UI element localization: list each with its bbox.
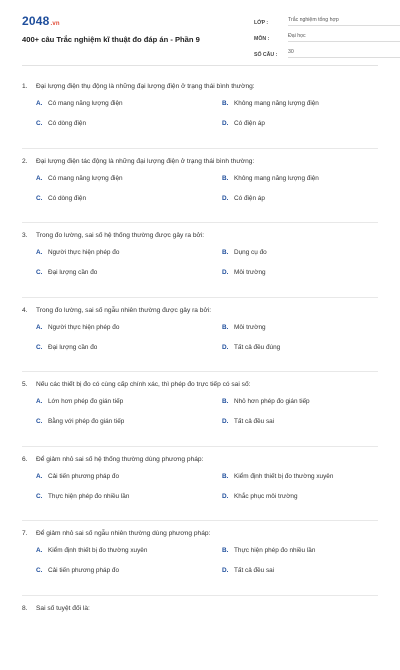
- answer-options: [22, 473, 378, 513]
- answer-text: Tất cả đều sai: [234, 567, 274, 587]
- answer-text: Môi trường: [234, 324, 266, 344]
- answer-option[interactable]: [36, 567, 206, 587]
- question-item: [22, 521, 378, 596]
- answer-text: Kiểm định thiết bị đo thường xuyên: [48, 547, 147, 567]
- answer-letter: D.: [222, 418, 234, 438]
- answer-text: Có dòng điện: [48, 120, 86, 140]
- answer-letter: B.: [222, 547, 234, 567]
- answer-option[interactable]: [36, 473, 206, 493]
- answer-text: Lớn hơn phép đo gián tiếp: [48, 398, 123, 418]
- document-title: 400+ câu Trắc nghiệm kĩ thuật đo đáp án - Phần 9: [22, 35, 200, 44]
- site-logo[interactable]: [22, 14, 60, 28]
- answer-option[interactable]: [222, 195, 392, 215]
- question-prompt: Nếu các thiết bị đo có cùng cấp chính xác, thì phép đo trực tiếp có sai số:: [36, 381, 250, 388]
- question-text: [22, 605, 378, 612]
- answer-text: Cải tiến phương pháp đo: [48, 567, 119, 587]
- meta-label: LỚP :: [254, 20, 284, 26]
- document-header: [22, 0, 378, 66]
- answer-option[interactable]: [222, 120, 392, 140]
- question-number: 6.: [22, 456, 36, 463]
- answer-letter: B.: [222, 473, 234, 493]
- question-item: [22, 596, 378, 670]
- answer-letter: B.: [222, 175, 234, 195]
- question-prompt: Trong đo lường, sai số hệ thống thường được gây ra bởi:: [36, 232, 204, 239]
- question-list: [22, 74, 378, 670]
- answer-option[interactable]: [222, 100, 392, 120]
- answer-options: [22, 547, 378, 587]
- answer-options: [22, 324, 378, 364]
- answer-letter: D.: [222, 344, 234, 364]
- answer-text: Tất cả đều sai: [234, 418, 274, 438]
- answer-text: Có mang năng lượng điện: [48, 100, 123, 120]
- answer-text: Không mang năng lượng điện: [234, 175, 319, 195]
- answer-text: Dụng cụ đo: [234, 249, 267, 269]
- question-prompt: Để giảm nhỏ sai số ngẫu nhiên thường dùng phương pháp:: [36, 530, 210, 537]
- answer-option[interactable]: [36, 493, 206, 513]
- answer-options: [22, 175, 378, 215]
- question-item: [22, 149, 378, 224]
- answer-text: Đại lượng cần đo: [48, 344, 97, 364]
- answer-option[interactable]: [222, 418, 392, 438]
- answer-option[interactable]: [36, 398, 206, 418]
- answer-text: Tất cả đều đúng: [234, 344, 280, 364]
- answer-letter: A.: [36, 473, 48, 493]
- meta-info: [254, 13, 400, 61]
- answer-option[interactable]: [36, 249, 206, 269]
- answer-letter: C.: [36, 567, 48, 587]
- meta-row-class: [254, 13, 400, 26]
- answer-letter: D.: [222, 269, 234, 289]
- answer-text: Thực hiện phép đo nhiều lần: [234, 547, 315, 567]
- question-number: 7.: [22, 530, 36, 537]
- answer-letter: C.: [36, 120, 48, 140]
- answer-option[interactable]: [36, 324, 206, 344]
- answer-text: Không mang năng lượng điện: [234, 100, 319, 120]
- answer-option[interactable]: [222, 344, 392, 364]
- answer-text: Người thực hiện phép đo: [48, 249, 119, 269]
- question-item: [22, 298, 378, 373]
- answer-text: Cải tiến phương pháp đo: [48, 473, 119, 493]
- answer-letter: A.: [36, 324, 48, 344]
- answer-letter: B.: [222, 398, 234, 418]
- answer-text: Có điện áp: [234, 120, 265, 140]
- answer-options: [22, 100, 378, 140]
- answer-options: [22, 249, 378, 289]
- answer-letter: C.: [36, 493, 48, 513]
- answer-text: Người thực hiện phép đo: [48, 324, 119, 344]
- answer-text: Môi trường: [234, 269, 266, 289]
- answer-letter: D.: [222, 120, 234, 140]
- answer-text: Nhỏ hơn phép đo gián tiếp: [234, 398, 310, 418]
- answer-letter: A.: [36, 398, 48, 418]
- meta-value: Trắc nghiệm tổng hợp: [288, 17, 400, 26]
- answer-letter: C.: [36, 195, 48, 215]
- answer-option[interactable]: [36, 344, 206, 364]
- answer-option[interactable]: [36, 195, 206, 215]
- answer-letter: D.: [222, 195, 234, 215]
- answer-letter: C.: [36, 344, 48, 364]
- question-text: [22, 381, 378, 388]
- answer-letter: B.: [222, 324, 234, 344]
- meta-row-subject: [254, 29, 400, 42]
- meta-label: SỐ CÂU :: [254, 52, 284, 58]
- question-number: 2.: [22, 158, 36, 165]
- answer-letter: A.: [36, 547, 48, 567]
- question-item: [22, 74, 378, 149]
- question-item: [22, 223, 378, 298]
- answer-option[interactable]: [36, 175, 206, 195]
- question-number: 1.: [22, 83, 36, 90]
- answer-letter: C.: [36, 269, 48, 289]
- meta-value: 30: [288, 49, 400, 58]
- answer-letter: A.: [36, 100, 48, 120]
- answer-option[interactable]: [36, 418, 206, 438]
- question-text: [22, 530, 378, 537]
- answer-option[interactable]: [36, 120, 206, 140]
- answer-option[interactable]: [222, 547, 392, 567]
- question-text: [22, 307, 378, 314]
- answer-option[interactable]: [36, 100, 206, 120]
- question-number: 3.: [22, 232, 36, 239]
- question-number: 8.: [22, 605, 36, 612]
- question-number: 5.: [22, 381, 36, 388]
- answer-letter: B.: [222, 249, 234, 269]
- question-item: [22, 372, 378, 447]
- answer-letter: A.: [36, 249, 48, 269]
- question-prompt: Trong đo lường, sai số ngẫu nhiên thường được gây ra bởi:: [36, 307, 211, 314]
- answer-letter: B.: [222, 100, 234, 120]
- answer-option[interactable]: [222, 249, 392, 269]
- question-prompt: Đại lượng điện thụ động là những đại lượng điện ở trạng thái bình thường:: [36, 83, 255, 90]
- question-text: [22, 83, 378, 90]
- answer-option[interactable]: [222, 269, 392, 289]
- answer-text: Bằng với phép đo gián tiếp: [48, 418, 124, 438]
- meta-value: Đại học: [288, 33, 400, 42]
- answer-option[interactable]: [222, 567, 392, 587]
- answer-letter: D.: [222, 567, 234, 587]
- answer-option[interactable]: [222, 175, 392, 195]
- question-prompt: Để giảm nhỏ sai số hệ thống thường dùng phương pháp:: [36, 456, 203, 463]
- logo-suffix: .vn: [51, 21, 60, 27]
- question-text: [22, 232, 378, 239]
- answer-option[interactable]: [222, 324, 392, 344]
- answer-option[interactable]: [222, 473, 392, 493]
- answer-text: Đại lượng cần đo: [48, 269, 97, 289]
- answer-letter: D.: [222, 493, 234, 513]
- answer-text: Kiểm định thiết bị đo thường xuyên: [234, 473, 333, 493]
- answer-text: Thực hiện phép đo nhiều lần: [48, 493, 129, 513]
- answer-option[interactable]: [36, 269, 206, 289]
- answer-text: Có mang năng lượng điện: [48, 175, 123, 195]
- meta-row-count: [254, 45, 400, 58]
- logo-main: 2048: [22, 14, 50, 28]
- answer-letter: A.: [36, 175, 48, 195]
- question-number: 4.: [22, 307, 36, 314]
- question-text: [22, 456, 378, 463]
- question-item: [22, 447, 378, 522]
- answer-letter: C.: [36, 418, 48, 438]
- meta-label: MÔN :: [254, 36, 284, 42]
- answer-option[interactable]: [222, 398, 392, 418]
- answer-option[interactable]: [36, 547, 206, 567]
- question-prompt: Đại lượng điện tác động là những đại lượng điện ở trạng thái bình thường:: [36, 158, 254, 165]
- question-prompt: Sai số tuyệt đối là:: [36, 605, 90, 612]
- answer-text: Có dòng điện: [48, 195, 86, 215]
- answer-text: Khắc phục môi trường: [234, 493, 298, 513]
- answer-text: Có điện áp: [234, 195, 265, 215]
- answer-option[interactable]: [222, 493, 392, 513]
- answer-options: [22, 398, 378, 438]
- question-text: [22, 158, 378, 165]
